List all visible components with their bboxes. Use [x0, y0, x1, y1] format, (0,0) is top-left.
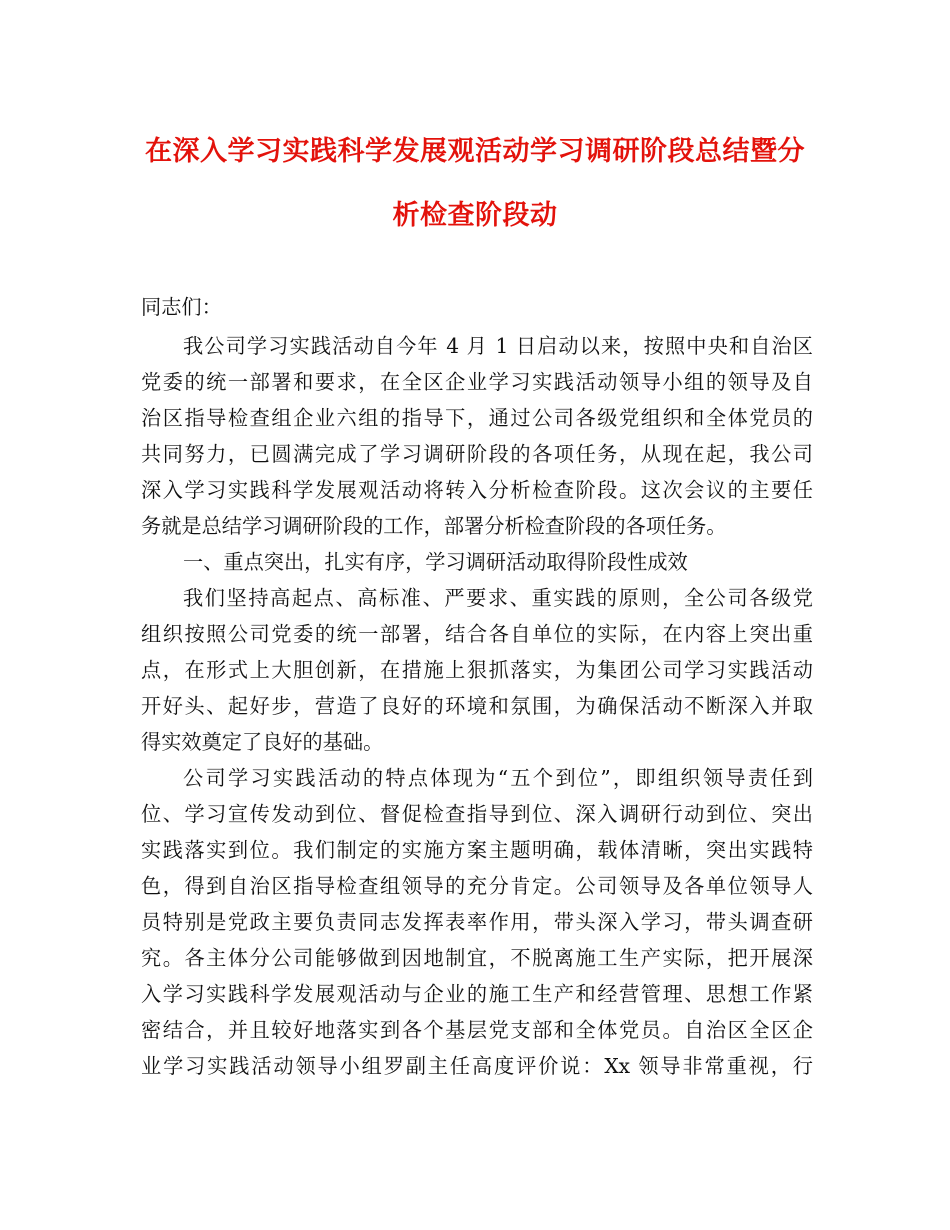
paragraph-1-line: 我公司学习实践活动自今年 4 月 1 日启动以来，按照中央和自治区	[183, 334, 813, 358]
paragraph-2-line: 得实效奠定了良好的基础。	[141, 730, 384, 754]
paragraph-1-line: 共同努力，已圆满完成了学习调研阶段的各项任务，从现在起，我公司	[141, 442, 813, 466]
paragraph-3-line: 究。各主体分公司能够做到因地制宜，不脱离施工生产实际，把开展深	[141, 946, 813, 970]
paragraph-2-line: 我们坚持高起点、高标准、严要求、重实践的原则，全公司各级党	[183, 586, 813, 610]
paragraph-3-line: 密结合，并且较好地落实到各个基层党支部和全体党员。自治区全区企	[141, 1018, 813, 1042]
paragraph-3-line: 色，得到自治区指导检查组领导的充分肯定。公司领导及各单位领导人	[141, 874, 813, 898]
paragraph-1-line: 党委的统一部署和要求，在全区企业学习实践活动领导小组的领导及自	[141, 370, 813, 394]
paragraph-3-line: 实践落实到位。我们制定的实施方案主题明确，载体清晰，突出实践特	[141, 838, 813, 862]
paragraph-2-line: 开好头、起好步，营造了良好的环境和氛围，为确保活动不断深入并取	[141, 694, 813, 718]
document-title-line-1: 在深入学习实践科学发展观活动学习调研阶段总结暨分	[145, 136, 805, 167]
paragraph-2-line: 点，在形式上大胆创新，在措施上狠抓落实，为集团公司学习实践活动	[141, 658, 813, 682]
paragraph-3-line: 业学习实践活动领导小组罗副主任高度评价说：Xx 领导非常重视，行	[141, 1054, 813, 1078]
paragraph-2-line: 组织按照公司党委的统一部署，结合各自单位的实际，在内容上突出重	[141, 622, 813, 646]
paragraph-3-line: 入学习实践科学发展观活动与企业的施工生产和经营管理、思想工作紧	[141, 982, 813, 1006]
section-heading-1: 一、重点突出，扎实有序，学习调研活动取得阶段性成效	[183, 550, 688, 574]
paragraph-1-line: 治区指导检查组企业六组的指导下，通过公司各级党组织和全体党员的	[141, 406, 813, 430]
paragraph-3-line: 员特别是党政主要负责同志发挥表率作用，带头深入学习，带头调查研	[141, 910, 813, 934]
paragraph-3-line: 位、学习宣传发动到位、督促检查指导到位、深入调研行动到位、突出	[141, 802, 813, 826]
paragraph-1-line: 深入学习实践科学发展观活动将转入分析检查阶段。这次会议的主要任	[141, 478, 813, 502]
document-title-line-2: 析检查阶段动	[392, 200, 558, 231]
salutation: 同志们：	[141, 295, 222, 319]
paragraph-3-line: 公司学习实践活动的特点体现为“五个到位”，即组织领导责任到	[183, 766, 813, 790]
paragraph-1-line: 务就是总结学习调研阶段的工作，部署分析检查阶段的各项任务。	[141, 514, 727, 538]
